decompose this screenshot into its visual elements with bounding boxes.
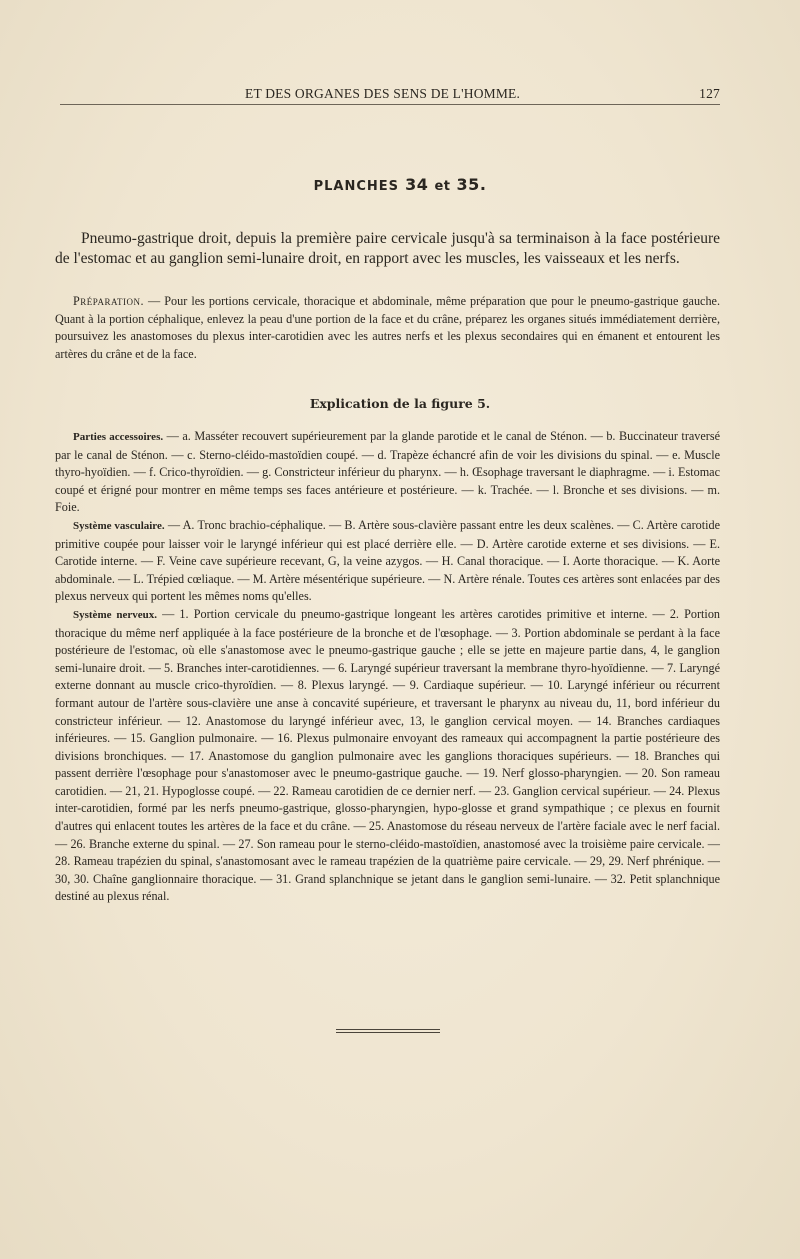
section-label: Système nerveux.	[73, 608, 157, 621]
intro-paragraph: Pneumo-gastrique droit, depuis la première paire cervicale jusqu'à sa terminaison à la face postérieure de l'estomac et au ganglion semi-lunaire droit, en rapport avec les muscles, les vaisseaux et les nerfs.	[55, 230, 720, 267]
section-parties-accessoires	[55, 428, 720, 517]
plate-title	[0, 175, 800, 194]
end-rule-secondary	[336, 1032, 440, 1033]
plate-number-2: 35.	[456, 175, 487, 194]
page-number: 127	[699, 86, 720, 101]
end-rule	[336, 1029, 440, 1030]
running-title: ET DES ORGANES DES SENS DE L'HOMME.	[245, 86, 521, 101]
section-text: — A. Tronc brachio-céphalique. — B. Artère sous-clavière passant entre les deux scalènes. — C. Artère carotide primitive coupée pour laisser voir le laryngé inférieur qui est placé derrière elle. — D. Artère carotide externe et ses divisions. — E. Carotide interne. — F. Veine cave supérieure recevant, G, la veine azygos. — H. Canal thoracique. — I. Aorte thoracique. — K. Aorte abdominale. — L. Trépied cœliaque. — M. Artère mésentérique supérieure. — N. Artère rénale. Toutes ces artères sont enlacées par des plexus nerveux qui portent les mêmes noms qu'elles.	[55, 517, 721, 604]
section-label: Parties accessoires.	[73, 431, 164, 443]
section-systeme-vasculaire	[55, 517, 720, 606]
section-text: — 1. Portion cervicale du pneumo-gastrique longeant les artères carotides primitive et interne. — 2. Portion thoracique du même nerf appliquée à la face postérieure de la bronche et de l'œsophage. — 3. Portion abdominale se perdant à la face postérieure de l'estomac, où elle s'anastomose avec le pneumo-gastrique gauche ; elle se jette en majeure partie dans, 4, le ganglion semi-lunaire droit. — 5. Branches inter-carotidiennes. — 6. Laryngé supérieur traversant la membrane thyro-hyoïdienne. — 7. Laryngé externe donnant au muscle crico-thyroïdien. — 8. Plexus laryngé. — 9. Cardiaque supérieur. — 10. Laryngé inférieur ou récurrent formant autour de l'artère sous-clavière une anse à concavité supérieure, et traversant le pharynx au niveau du, 11, bord inférieur du constricteur inférieur. — 12. Anastomose du laryngé inférieur avec, 13, le ganglion cervical moyen. — 14. Branches cardiaques inférieures. — 15. Ganglion pulmonaire. — 16. Plexus pulmonaire envoyant des rameaux qui accompagnent la partie postérieure des divisions bronchiques. — 17. Anastomose du ganglion pulmonaire avec les ganglions thoraciques supérieurs. — 18. Branches qui passent derrière l'œsophage pour s'anastomoser avec le pneumo-gastrique gauche. — 19. Nerf glosso-pharyngien. — 20. Son rameau carotidien. — 21, 21. Hypoglosse coupé. — 22. Rameau carotidien de ce dernier nerf. — 23. Ganglion cervical supérieur. — 24. Plexus inter-carotidien, formé par les nerfs pneumo-gastrique, glosso-pharyngien, hypo-glosse et grand sympathique ; ce plexus en fournit d'autres qui enlacent toutes les artères de la face et du crâne. — 25. Anastomose du réseau nerveux de l'artère faciale avec le nerf facial. — 26. Branche externe du spinal. — 27. Son rameau pour le sterno-cléido-mastoïdien, anastomosé avec la troisième paire cervicale. — 28. Rameau trapézien du spinal, s'anastomosant avec le rameau trapézien de la quatrième paire cervicale. — 29, 29. Nerf phrénique. — 30, 30. Chaîne ganglionnaire thoracique. — 31. Grand splanchnique se jetant dans le ganglion semi-lunaire. — 32. Petit splanchnique destiné au plexus rénal.	[55, 606, 721, 904]
section-systeme-nerveux	[55, 606, 720, 906]
explanation-heading: Explication de la figure 5.	[309, 396, 491, 411]
plate-prefix: PLANCHES	[313, 179, 400, 194]
section-label: Système vasculaire.	[73, 519, 165, 532]
explanation-body	[55, 428, 720, 906]
plate-number-1: 34	[405, 175, 429, 194]
preparation-text: — Pour les portions cervicale, thoracique et abdominale, même préparation que pour le pneumo-gastrique gauche. Quant à la portion céphalique, enlevez la peau d'une portion de la face et du crâne, préparez les organes situés immédiatement derrière, poursuivez les anastomoses du plexus inter-carotidien avec les autres nerfs et les plexus secondaires qui en émanent et entourent les artères du crâne et de la face.	[55, 294, 720, 361]
preparation-paragraph	[55, 293, 720, 363]
preparation-lead: Préparation.	[73, 294, 145, 308]
section-text: — a. Masséter recouvert supérieurement par la glande parotide et le canal de Sténon. — b. Buccinateur traversé par le canal de Sténon. — c. Sterno-cléido-mastoïdien coupé. — d. Trapèze échancré afin de voir les divisions du spinal. — e. Muscle thyro-hyoïdien. — f. Crico-thyroïdien. — g. Constricteur inférieur du pharynx. — h. Œsophage traversant le diaphragme. — i. Estomac coupé et érigné pour montrer en même temps ses faces antérieure et postérieure. — k. Trachée. — l. Bronche et ses divisions. — m. Foie.	[55, 429, 720, 515]
plate-conjunction: et	[434, 179, 451, 194]
header-rule	[60, 104, 720, 105]
